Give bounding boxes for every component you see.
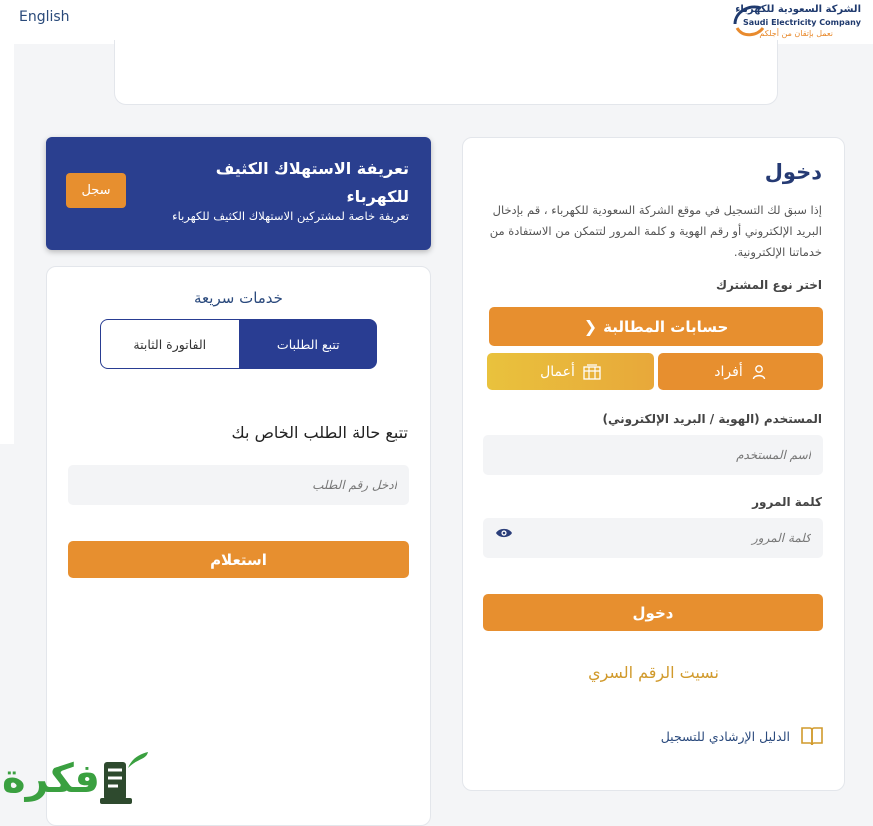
chevron-left-icon: ❮ xyxy=(583,317,598,336)
quick-services-title: خدمات سريعة xyxy=(194,289,283,307)
billing-accounts-button[interactable] xyxy=(489,307,823,346)
individuals-label: أفراد xyxy=(714,363,743,380)
heavy-consumption-banner xyxy=(46,137,431,250)
order-number-input[interactable] xyxy=(68,465,409,505)
banner-register-button[interactable]: سجل xyxy=(66,173,126,208)
business-button[interactable] xyxy=(487,353,654,390)
building-icon xyxy=(583,364,601,380)
banner-subtitle: تعريفة خاصة لمشتركين الاستهلاك الكثيف للكهرباء xyxy=(172,209,409,223)
quick-services-card xyxy=(46,266,431,826)
show-password-eye-icon[interactable] xyxy=(495,527,513,539)
banner-title: تعريفة الاستهلاك الكثيف للكهرباء xyxy=(215,159,409,206)
login-title: دخول xyxy=(764,160,822,184)
tab-fixed-bill[interactable]: الفاتورة الثابتة xyxy=(100,319,240,369)
password-label: كلمة المرور xyxy=(752,495,822,509)
business-label: أعمال xyxy=(540,363,575,380)
track-order-title: تتبع حالة الطلب الخاص بك xyxy=(231,423,408,442)
username-label: المستخدم (الهوية / البريد الإلكتروني) xyxy=(602,412,822,426)
quick-services-tabs xyxy=(100,319,377,369)
inquiry-button[interactable]: استعلام xyxy=(68,541,409,578)
company-logo[interactable] xyxy=(731,2,867,42)
login-card xyxy=(462,137,845,791)
user-icon xyxy=(751,364,767,380)
registration-guide-label: الدليل الإرشادي للتسجيل xyxy=(660,728,790,744)
book-icon xyxy=(800,725,824,747)
password-input[interactable] xyxy=(483,518,823,558)
top-content-card xyxy=(114,40,778,105)
forgot-password-link[interactable]: نسيت الرقم السري xyxy=(588,663,719,682)
tab-track-orders[interactable]: تتبع الطلبات xyxy=(240,319,378,369)
billing-accounts-label: حسابات المطالبة xyxy=(603,317,729,336)
top-header xyxy=(0,0,873,44)
individuals-button[interactable] xyxy=(658,353,823,390)
username-input[interactable] xyxy=(483,435,823,475)
login-description: إذا سبق لك التسجيل في موقع الشركة السعودية للكهرباء ، قم بإدخال البريد الإلكتروني أو رقم الهوية و كلمة المرور لتتمكن من الاستفادة من خدماتنا الإلكترونية. xyxy=(489,203,822,259)
subscriber-type-label: اختر نوع المشترك xyxy=(716,278,822,292)
registration-guide-link[interactable] xyxy=(661,725,824,747)
language-switch-link[interactable]: English xyxy=(19,9,70,25)
logo-name-ar: الشركة السعودية للكهرباء xyxy=(735,4,861,15)
login-button[interactable]: دخول xyxy=(483,594,823,631)
logo-name-en: Saudi Electricity Company xyxy=(742,18,861,27)
logo-tagline: نعمل بإتقان من أجلكم xyxy=(759,29,833,38)
watermark-text: فكرة xyxy=(2,756,100,802)
left-edge-panel xyxy=(0,44,14,444)
